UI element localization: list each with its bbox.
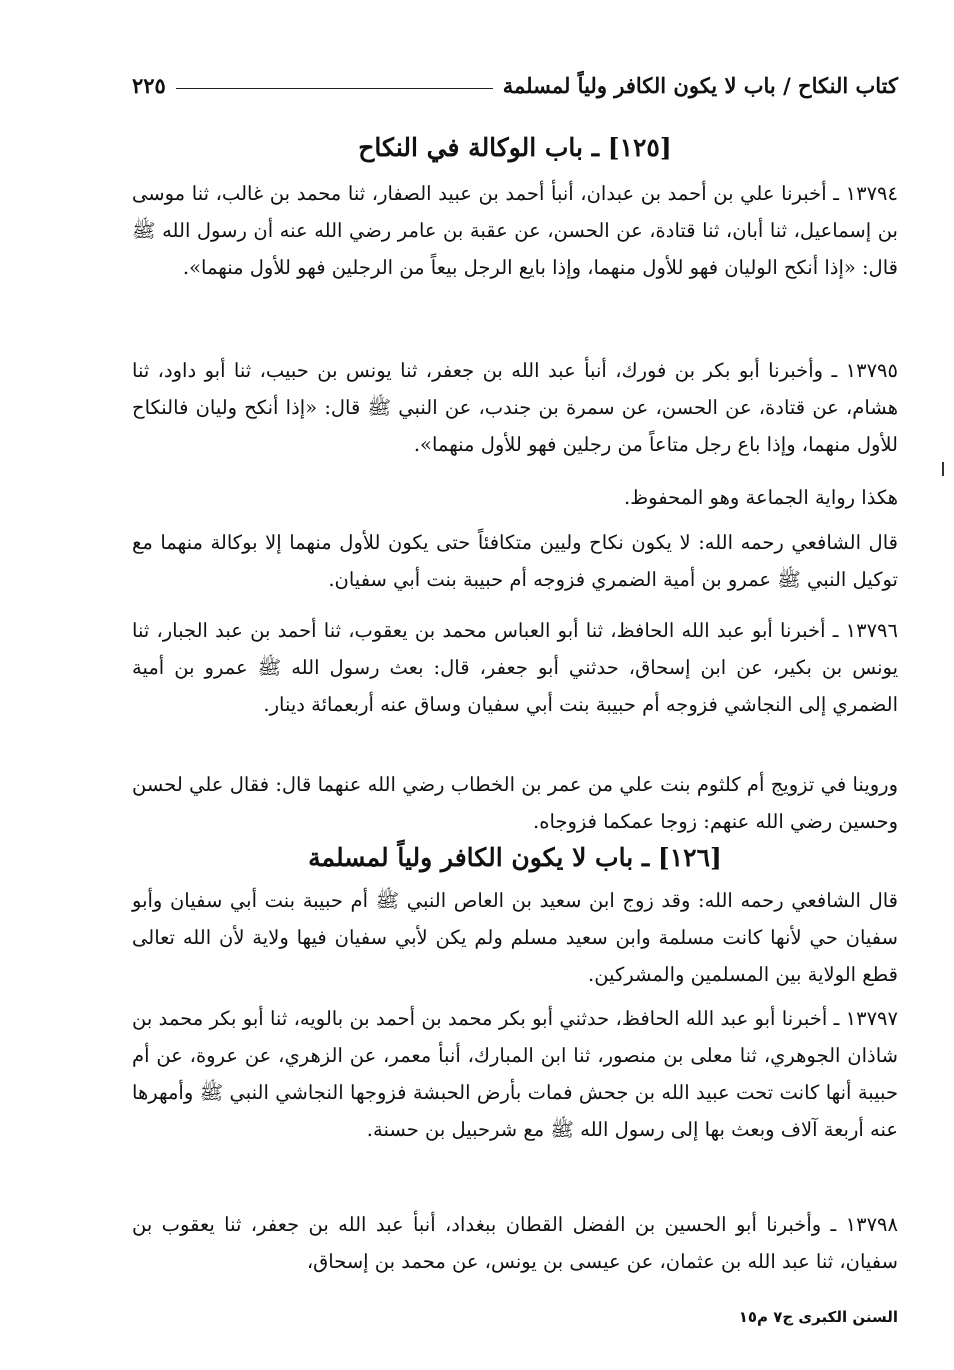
hadith-13797: ١٣٧٩٧ ـ أخبرنا أبو عبد الله الحافظ، حدثني أبو بكر محمد بن أحمد بن بالويه، ثنا أبو بكر محمد بن شاذان الجوهري، ثنا معلى بن منصور، ثنا ابن المبارك، أنبأ معمر، عن الزهري، عن عروة، عن أم حبيبة أنها كانت تحت عبيد الله بن جحش فمات بأرض الحبشة فزوجها النجاشي النبي ﷺ وأمهرها عنه أربعة آلاف وبعث بها إلى رسول الله ﷺ مع شرحبيل بن حسنة. <box>132 1007 898 1141</box>
hadith-13796: ١٣٧٩٦ ـ أخبرنا أبو عبد الله الحافظ، ثنا أبو العباس محمد بن يعقوب، ثنا أحمد بن عبد الجبار، ثنا يونس بن بكير، عن ابن إسحاق، حدثني أبو جعفر، قال: بعث رسول الله ﷺ عمرو بن أمية الضمري إلى النجاشي فزوجه أم حبيبة بنت أبي سفيان وساق عنه أربعمائة دينار. <box>132 619 898 716</box>
section-heading-125: [١٢٥] ـ باب الوكالة في النكاح <box>358 133 672 162</box>
shafii-statement-1: قال الشافعي رحمه الله: لا يكون نكاح وليين متكافئاً حتى يكون للأول منهما إلا بوكالة منهما مع توكيل النبي ﷺ عمرو بن أمية الضمري فزوجه أم حبيبة بنت أبي سفيان. <box>132 531 898 591</box>
riwaya-umm-kulthum: وروينا في تزويج أم كلثوم بنت علي من عمر بن الخطاب رضي الله عنهما قال: فقال علي لحسن وحسين رضي الله عنهم: زوجا عمكما فزوجاه. <box>132 773 898 833</box>
hadith-13798: ١٣٧٩٨ ـ وأخبرنا أبو الحسين بن الفضل القطان ببغداد، أنبأ عبد الله بن جعفر، ثنا يعقوب بن سفيان، ثنا عبد الله بن عثمان، عن عيسى بن يونس، عن محمد بن إسحاق، <box>132 1213 898 1273</box>
page-number: ٢٢٥ <box>132 72 166 98</box>
shafii-statement-2: قال الشافعي رحمه الله: وقد زوج ابن سعيد بن العاص النبي ﷺ أم حبيبة بنت أبي سفيان وأبو سفيان حي لأنها كانت مسلمة وابن سعيد مسلم ولم يكن لأبي سفيان فيها ولاية لأن الله تعالى قطع الولاية بين المسلمين والمشركين. <box>132 889 898 986</box>
hadith-13794: ١٣٧٩٤ ـ أخبرنا علي بن أحمد بن عبدان، أنبأ أحمد بن عبيد الصفار، ثنا محمد بن غالب، ثنا موسى بن إسماعيل، ثنا أبان، ثنا قتادة، عن الحسن، عن عقبة بن عامر رضي الله عنه أن رسول الله ﷺ قال: «إذا أنكح الوليان فهو للأول منهما، وإذا بايع الرجل بيعاً من الرجلين فهو للأول منهما». <box>132 182 898 279</box>
section-heading-126: [١٢٦] ـ باب لا يكون الكافر ولياً لمسلمة <box>308 843 722 872</box>
note-jamaa: هكذا رواية الجماعة وهو المحفوظ. <box>623 486 898 509</box>
header-title: كتاب النكاح / باب لا يكون الكافر ولياً لمسلمة <box>502 72 898 98</box>
margin-mark <box>942 462 944 476</box>
signature-mark: السنن الكبرى ج٧ م١٥ <box>738 1308 898 1326</box>
hadith-13795: ١٣٧٩٥ ـ وأخبرنا أبو بكر بن فورك، أنبأ عبد الله بن جعفر، ثنا يونس بن حبيب، ثنا أبو داود، ثنا هشام، عن قتادة، عن الحسن، عن سمرة بن جندب، عن النبي ﷺ قال: «إذا أنكح وليان فالنكاح للأول منهما، وإذا باع رجل متاعاً من رجلين فهو للأول منهما». <box>132 359 898 456</box>
header-rule <box>176 88 493 89</box>
running-header <box>132 66 898 104</box>
